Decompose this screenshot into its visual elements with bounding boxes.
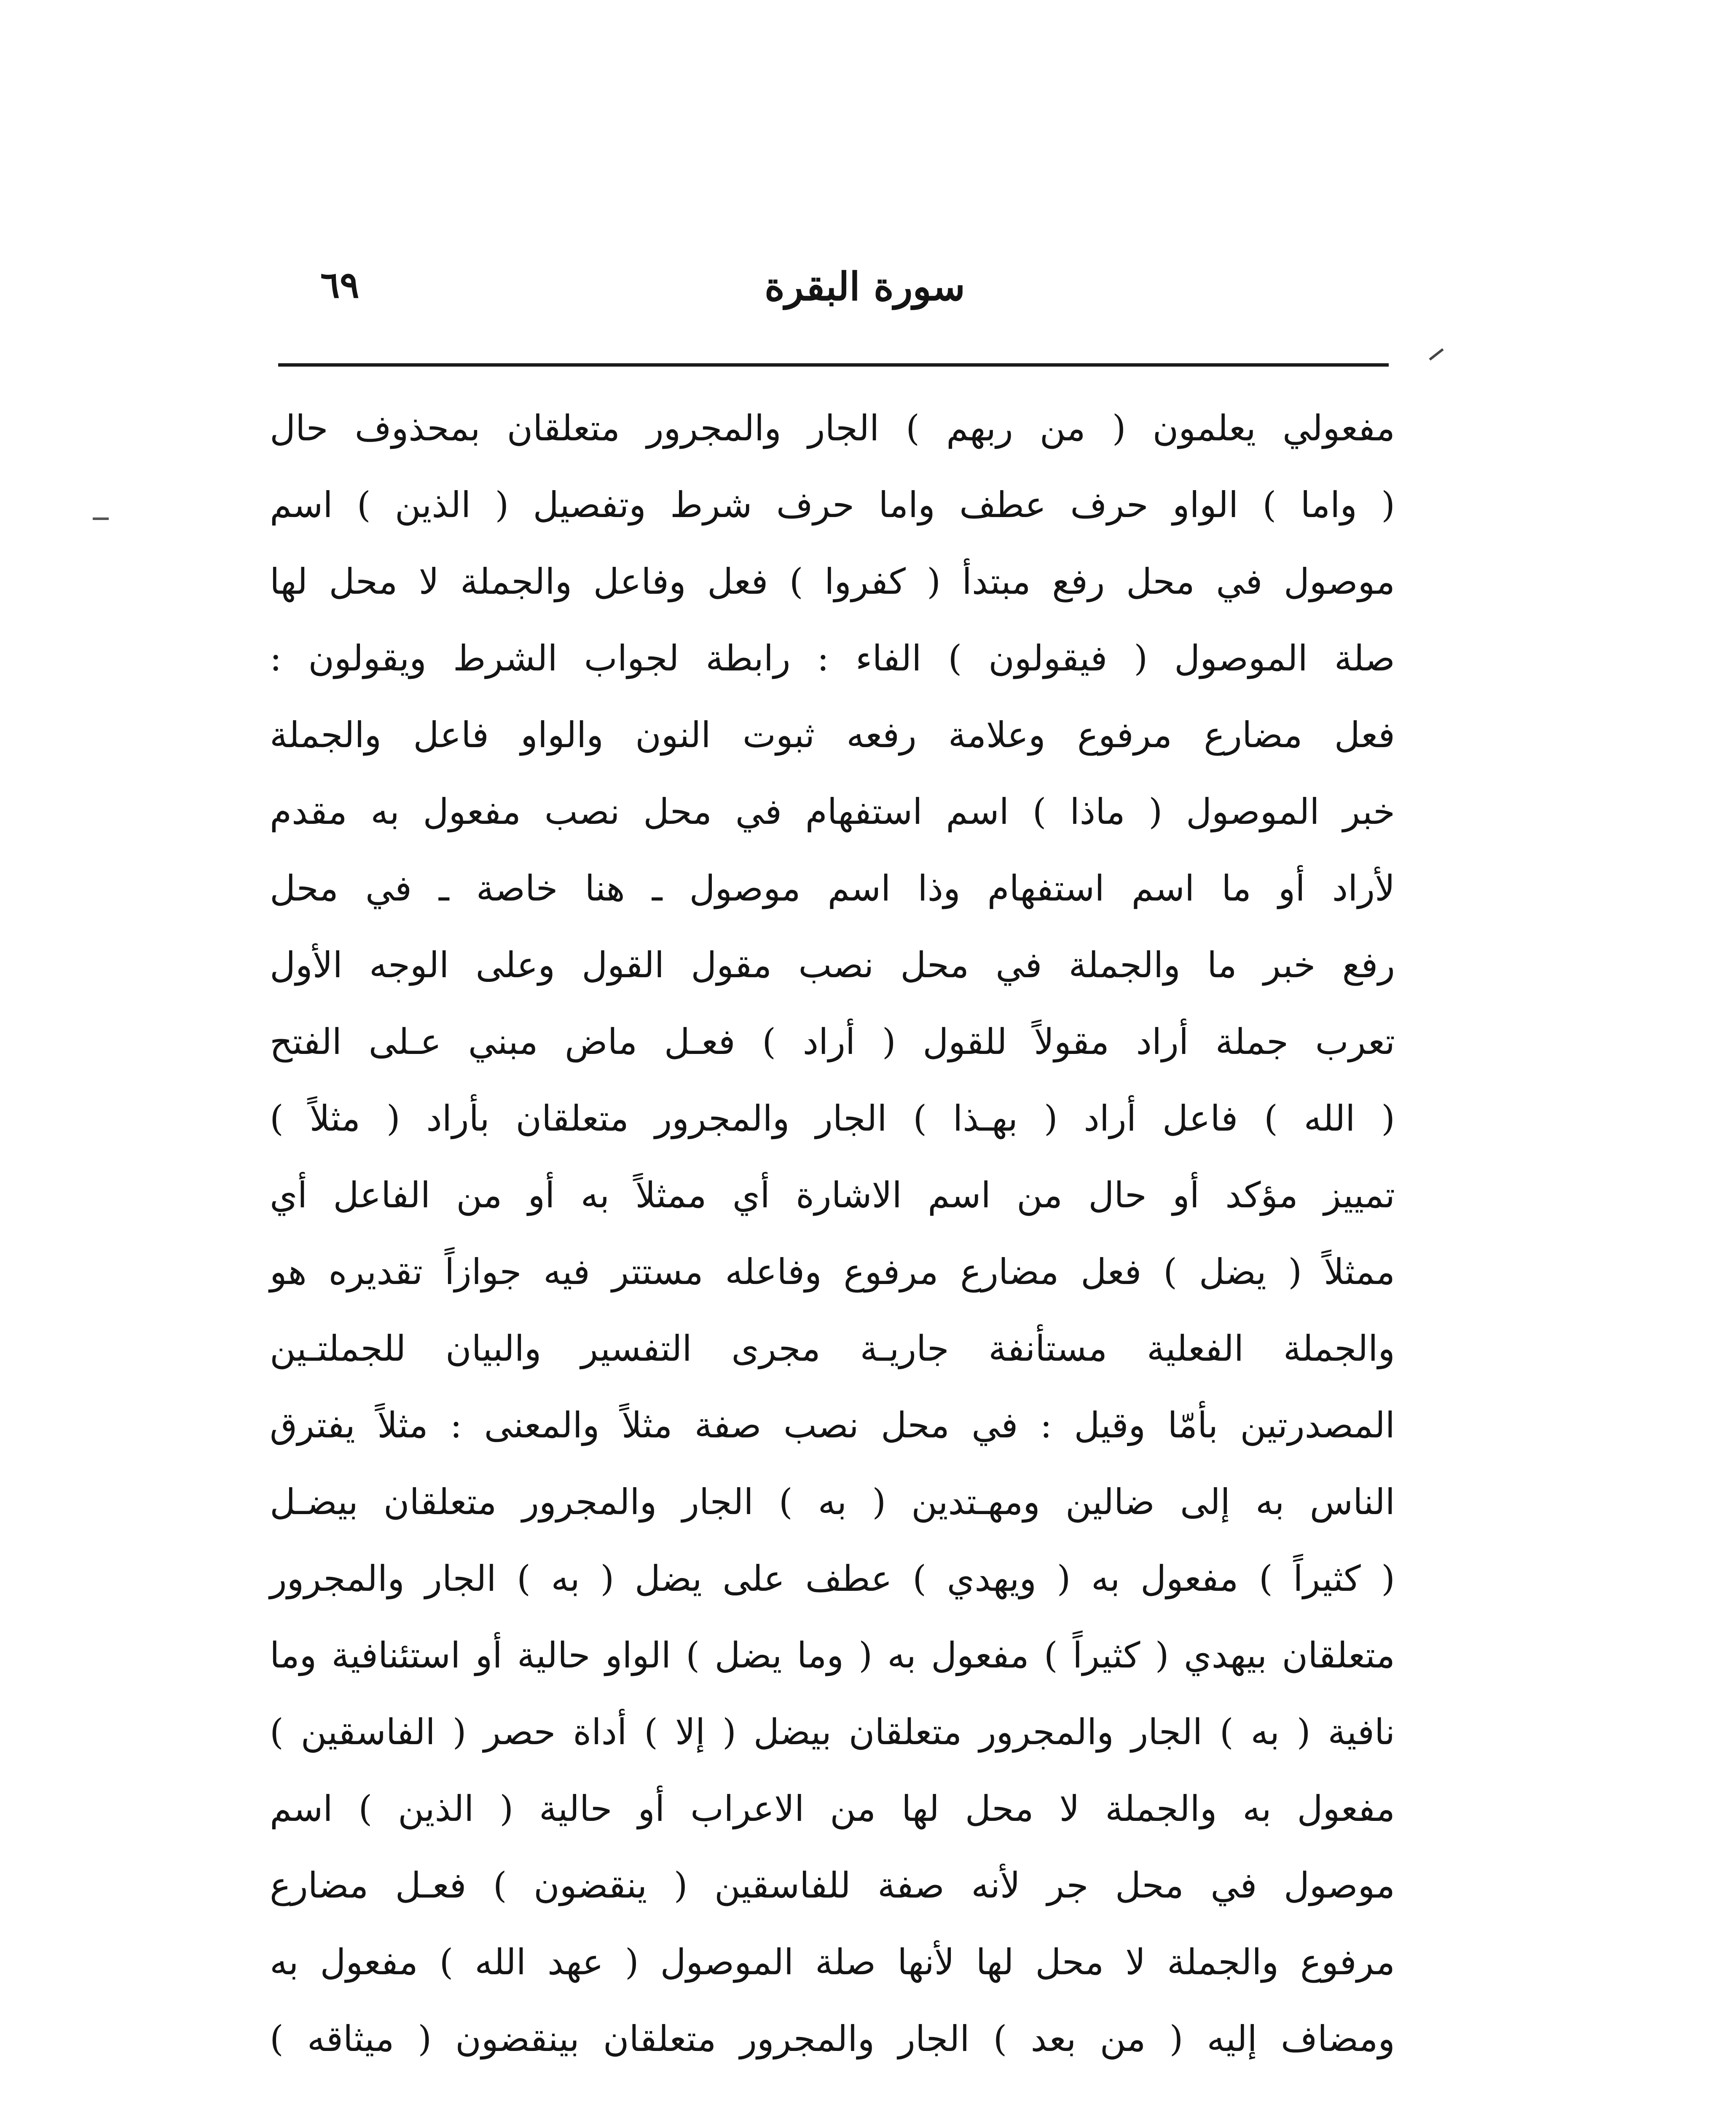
text-line: موصول في محل جر لأنه صفة للفاسقين ( ينقضون ) فعـل مضارع [270,1865,1395,1906]
text-line: موصول في محل رفع مبتدأ ( كفروا ) فعل وفاعل والجملة لا محل لها [270,561,1395,602]
text-line: ( واما ) الواو حرف عطف واما حرف شرط وتفصيل ( الذين ) اسم [270,484,1395,525]
header-rule [278,363,1389,367]
text-line: لأراد أو ما اسم استفهام وذا اسم موصول ـ هنا خاصة ـ في محل [270,868,1395,909]
text-line: ( كثيراً ) مفعول به ( ويهدي ) عطف على يضل ( به ) الجار والمجرور [270,1558,1395,1599]
text-line: ومضاف إليه ( من بعد ) الجار والمجرور متعلقان بينقضون ( ميثاقه ) [270,2018,1395,2059]
text-line: صلة الموصول ( فيقولون ) الفاء : رابطة لجواب الشرط ويقولون : [270,638,1395,679]
text-line: ممثلاً ( يضل ) فعل مضارع مرفوع وفاعله مستتر فيه جوازاً تقديره هو [270,1251,1395,1292]
margin-mark [93,517,109,520]
text-line: مفعول به والجملة لا محل لها من الاعراب أو حالية ( الذين ) اسم [270,1788,1395,1829]
text-line: فعل مضارع مرفوع وعلامة رفعه ثبوت النون والواو فاعل والجملة [270,714,1395,756]
text-line: مرفوع والجملة لا محل لها لأنها صلة الموصول ( عهد الله ) مفعول به [270,1941,1395,1983]
text-line: ( الله ) فاعل أراد ( بهـذا ) الجار والمجرور متعلقان بأراد ( مثلاً ) [270,1098,1395,1139]
text-line: والجملة الفعلية مستأنفة جاريـة مجرى التفسير والبيان للجملتـين [270,1328,1395,1369]
text-line: المصدرتين بأمّا وقيل : في محل نصب صفة مثلاً والمعنى : مثلاً يفترق [270,1405,1395,1446]
text-line: رفع خبر ما والجملة في محل نصب مقول القول وعلى الوجه الأول [270,944,1395,986]
text-line: مفعولي يعلمون ( من ربهم ) الجار والمجرور متعلقان بمحذوف حال [270,407,1395,449]
text-line: تمييز مؤكد أو حال من اسم الاشارة أي ممثلاً به أو من الفاعل أي [270,1174,1395,1216]
body-text [270,390,1395,2077]
text-line: نافية ( به ) الجار والمجرور متعلقان بيضل ( إلا ) أداة حصر ( الفاسقين ) [270,1711,1395,1753]
text-line: الناس به إلى ضالين ومهـتدين ( به ) الجار والمجرور متعلقان بيضـل [270,1481,1395,1523]
stray-pen-mark [1429,348,1444,360]
text-line: متعلقان بيهدي ( كثيراً ) مفعول به ( وما يضل ) الواو حالية أو استئنافية وما [270,1635,1395,1676]
text-line: تعرب جملة أراد مقولاً للقول ( أراد ) فعـل ماض مبني عـلى الفتح [270,1021,1395,1062]
page-number: ٦٩ [320,264,360,306]
text-line: خبر الموصول ( ماذا ) اسم استفهام في محل نصب مفعول به مقدم [270,791,1395,832]
running-title: سورة البقرة [764,264,965,309]
page-header [278,259,1387,322]
